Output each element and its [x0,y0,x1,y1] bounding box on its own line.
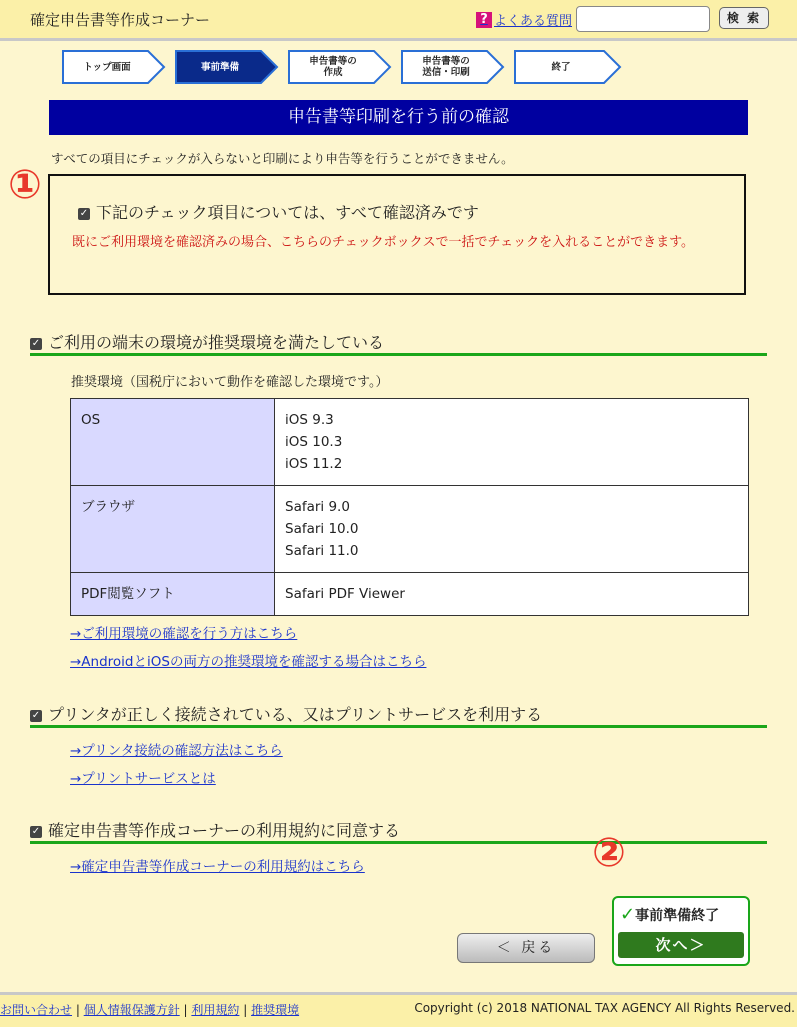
faq-label: よくある質問 [494,14,573,29]
confirm-all-note: 既にご利用環境を確認済みの場合、こちらのチェックボックスで一括でチェックを入れることができます。 [72,235,695,250]
terms-link[interactable]: →確定申告書等作成コーナーの利用規約はこちら [70,859,365,875]
table-value [275,486,749,573]
step-label: 申告書等の 作成 [309,56,357,78]
step-label: 終了 [551,61,571,73]
divider [30,353,767,356]
value-line: iOS 10.3 [285,434,343,450]
checkbox-checked-icon: ✓ [31,825,41,837]
checkbox-checked-icon: ✓ [31,337,41,349]
table-value [275,399,749,486]
done-label-row [620,904,719,925]
step-preparation [175,50,279,88]
question-icon: ? [476,12,492,28]
next-label: 次へ＞ [618,932,744,958]
confirm-all-label: 下記のチェック項目については、すべて確認済みです [96,203,479,222]
step-label: 事前準備 [200,61,239,73]
env-check-link[interactable]: →ご利用環境の確認を行う方はこちら [70,626,298,642]
step-finish [514,50,622,88]
annotation-1: ① [8,162,42,208]
table-row [71,486,749,573]
divider [30,725,767,728]
copyright: Copyright (c) 2018 NATIONAL TAX AGENCY All Rights Reserved. [414,1001,795,1015]
value-line: Safari 9.0 [285,499,350,515]
privacy-link[interactable]: 個人情報保護方針 [83,1003,180,1017]
confirm-all-checkbox[interactable] [78,200,479,223]
checkbox-checked-icon: ✓ [31,709,41,721]
value-line: Safari 10.0 [285,521,359,537]
step-label: 申告書等の 送信・印刷 [422,56,470,78]
contact-link[interactable]: お問い合わせ [0,1003,73,1017]
checkmark-icon: ✓ [620,904,636,925]
faq-link[interactable] [476,10,572,29]
table-key: OS [71,399,275,486]
environment-table [70,398,749,616]
table-key: PDF閲覧ソフト [71,573,275,616]
table-row [71,399,749,486]
back-button[interactable]: ＜ 戻る [457,933,595,963]
value-line: Safari PDF Viewer [285,586,405,602]
confirm-all-box [48,174,746,295]
intro-text: すべての項目にチェックが入らないと印刷により申告等を行うことができません。 [51,151,514,166]
terms-title: 確定申告書等作成コーナーの利用規約に同意する [48,821,401,840]
environment-title: ご利用の端末の環境が推奨環境を満たしている [48,333,385,352]
value-line: iOS 11.2 [285,456,343,472]
environment-caption: 推奨環境（国税庁において動作を確認した環境です。） [71,375,389,390]
app-title: 確定申告書等作成コーナー [30,11,211,29]
header [0,0,797,41]
step-create [288,50,392,88]
checkbox-checked-icon: ✓ [79,207,89,219]
step-send-print [401,50,505,88]
footer-links: お問い合わせ | 個人情報保護方針 | 利用規約 | 推奨環境 [0,1003,300,1017]
table-row [71,573,749,616]
printer-check[interactable] [30,702,542,725]
value-line: iOS 9.3 [285,412,334,428]
divider [30,841,767,844]
printer-title: プリンタが正しく接続されている、又はプリントサービスを利用する [48,705,543,724]
search-button[interactable]: 検 索 [719,7,769,29]
table-value [275,573,749,616]
terms-footer-link[interactable]: 利用規約 [191,1003,240,1017]
env-footer-link[interactable]: 推奨環境 [251,1003,300,1017]
page-title: 申告書等印刷を行う前の確認 [49,100,748,135]
next-button[interactable] [612,896,750,966]
environment-check[interactable] [30,330,384,353]
print-service-link[interactable]: →プリントサービスとは [70,771,216,787]
printer-connection-link[interactable]: →プリンタ接続の確認方法はこちら [70,743,283,759]
annotation-2: ② [592,830,626,876]
android-ios-link[interactable]: →AndroidとiOSの両方の推奨環境を確認する場合はこちら [70,654,427,670]
step-top [62,50,166,88]
done-label: 事前準備終了 [635,908,720,924]
search-input[interactable] [576,6,710,32]
table-key: ブラウザ [71,486,275,573]
value-line: Safari 11.0 [285,543,359,559]
terms-check[interactable] [30,818,400,841]
step-label: トップ画面 [83,61,131,73]
footer [0,992,797,1027]
